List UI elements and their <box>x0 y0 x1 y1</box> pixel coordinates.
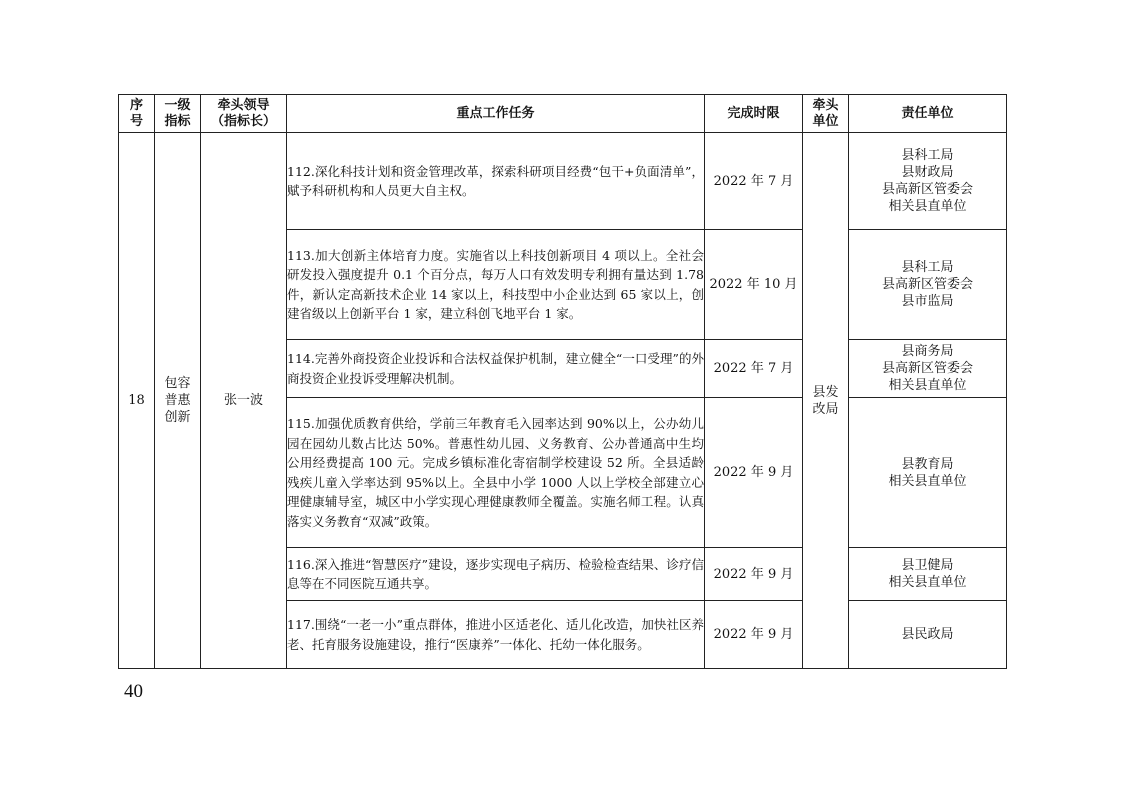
task-cell: 117.围绕“一老一小”重点群体，推进小区适老化、适儿化改造，加快社区养老、托育服务设施建设，推行“医康养”一体化、托幼一体化服务。 <box>287 601 705 669</box>
deadline-cell: 2022 年 10 月 <box>705 230 803 340</box>
deadline-cell: 2022 年 7 月 <box>705 340 803 398</box>
leader-cell: 张一波 <box>201 133 287 669</box>
header-seq: 序 号 <box>119 95 155 133</box>
seq-cell: 18 <box>119 133 155 669</box>
responsible-cell: 县民政局 <box>849 601 1007 669</box>
responsible-cell: 县科工局 县财政局 县高新区管委会 相关县直单位 <box>849 133 1007 230</box>
task-cell: 115.加强优质教育供给，学前三年教育毛入园率达到 90%以上，公办幼儿园在园幼儿数占比达 50%。普惠性幼儿园、义务教育、公办普通高中生均公用经费提高 100 元。完成乡镇标准化寄宿制学校建设 52 所。全县适龄残疾儿童入学率达到 95%以上。全县中小学 1000 人以上学校全部建立心理健康辅导室，城区中小学实现心理健康教师全覆盖。实施名师工程。认真落实义务教育“双减”政策。 <box>287 398 705 548</box>
lead-unit-cell: 县发 改局 <box>803 133 849 669</box>
header-row <box>119 95 1007 133</box>
task-cell: 112.深化科技计划和资金管理改革，探索科研项目经费“包干+负面清单”，赋予科研机构和人员更大自主权。 <box>287 133 705 230</box>
responsible-cell: 县教育局 相关县直单位 <box>849 398 1007 548</box>
header-task: 重点工作任务 <box>287 95 705 133</box>
deadline-cell: 2022 年 9 月 <box>705 548 803 601</box>
task-cell: 114.完善外商投资企业投诉和合法权益保护机制，建立健全“一口受理”的外商投资企业投诉受理解决机制。 <box>287 340 705 398</box>
task-cell: 116.深入推进“智慧医疗”建设，逐步实现电子病历、检验检查结果、诊疗信息等在不同医院互通共享。 <box>287 548 705 601</box>
header-deadline: 完成时限 <box>705 95 803 133</box>
table-row <box>119 133 1007 230</box>
responsible-cell: 县卫健局 相关县直单位 <box>849 548 1007 601</box>
responsible-cell: 县科工局 县高新区管委会 县市监局 <box>849 230 1007 340</box>
work-task-table <box>118 94 1007 669</box>
header-indicator: 一级 指标 <box>155 95 201 133</box>
header-responsible: 责任单位 <box>849 95 1007 133</box>
deadline-cell: 2022 年 9 月 <box>705 398 803 548</box>
page-number: 40 <box>124 681 143 702</box>
header-lead-unit: 牵头 单位 <box>803 95 849 133</box>
task-cell: 113.加大创新主体培育力度。实施省以上科技创新项目 4 项以上。全社会研发投入强度提升 0.1 个百分点，每万人口有效发明专利拥有量达到 1.78 件，新认定高新技术企业 14 家以上，科技型中小企业达到 65 家以上，创建省级以上创新平台 1 家，建立科创飞地平台 1 家。 <box>287 230 705 340</box>
deadline-cell: 2022 年 7 月 <box>705 133 803 230</box>
responsible-cell: 县商务局 县高新区管委会 相关县直单位 <box>849 340 1007 398</box>
deadline-cell: 2022 年 9 月 <box>705 601 803 669</box>
header-leader: 牵头领导 （指标长） <box>201 95 287 133</box>
indicator-cell: 包容 普惠 创新 <box>155 133 201 669</box>
